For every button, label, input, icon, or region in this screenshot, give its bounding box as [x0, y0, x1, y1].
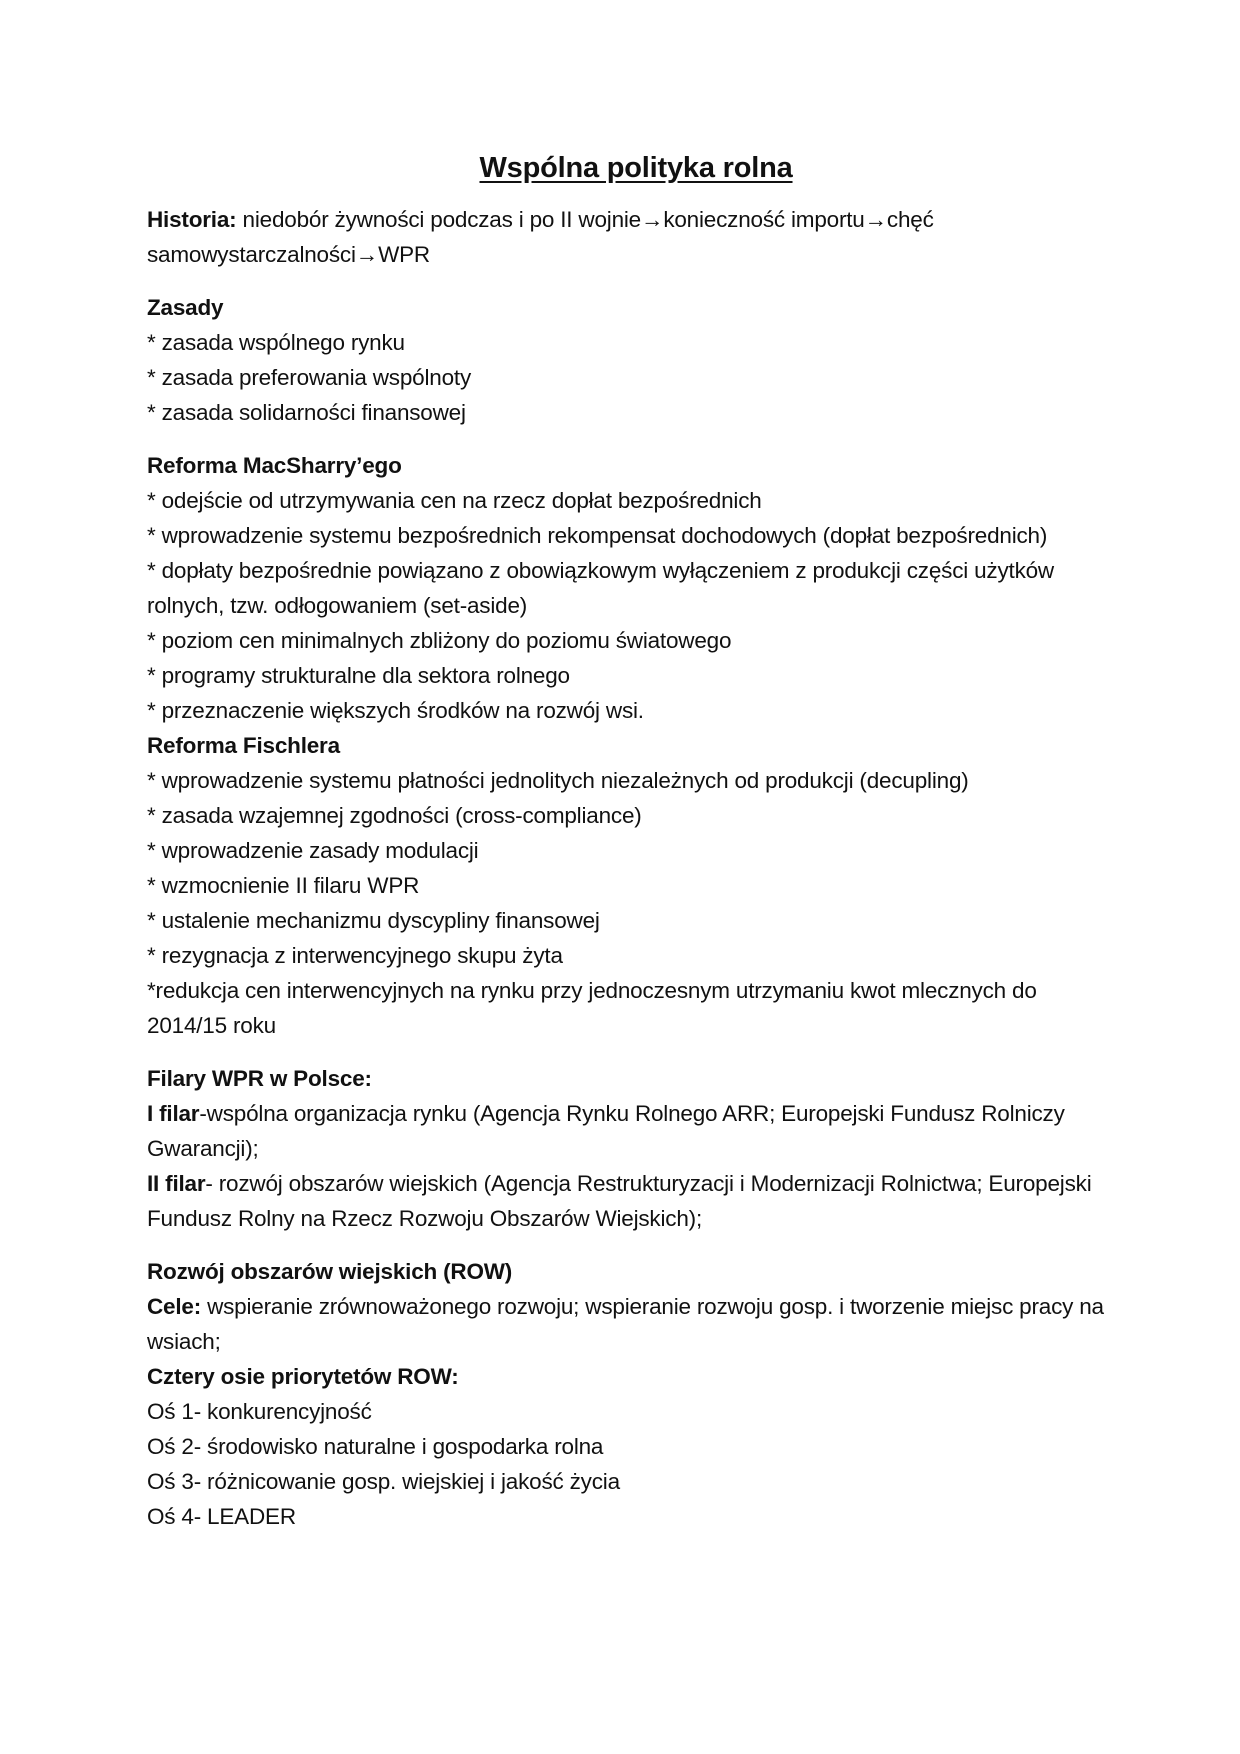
- row-cele: [147, 1289, 1107, 1359]
- filar-ii-text: - rozwój obszarów wiejskich (Agencja Restrukturyzacji i Modernizacji Rolnictwa; Europejski Fundusz Rolny na Rzecz Rozwoju Obszarów Wiejskich);: [147, 1171, 1092, 1231]
- list-item: * zasada wspólnego rynku: [147, 330, 405, 355]
- list-item: * odejście od utrzymywania cen na rzecz dopłat bezpośrednich: [147, 488, 762, 513]
- list-item: * rezygnacja z interwencyjnego skupu żyta: [147, 943, 563, 968]
- list-item: Oś 2- środowisko naturalne i gospodarka rolna: [147, 1434, 604, 1459]
- list-item: Oś 3- różnicowanie gosp. wiejskiej i jakość życia: [147, 1469, 620, 1494]
- list-item: Oś 1- konkurencyjność: [147, 1399, 372, 1424]
- historia-label: Historia:: [147, 207, 237, 232]
- historia-paragraph: [147, 202, 1107, 272]
- arrow-right-icon: →: [641, 207, 664, 232]
- list-item: * wzmocnienie II filaru WPR: [147, 873, 420, 898]
- fischler-section: [147, 728, 1107, 1043]
- list-item: * wprowadzenie systemu płatności jednolitych niezależnych od produkcji (decupling): [147, 768, 969, 793]
- list-item: * poziom cen minimalnych zbliżony do poziomu światowego: [147, 628, 732, 653]
- list-item: * ustalenie mechanizmu dyscypliny finansowej: [147, 908, 600, 933]
- fischler-heading: Reforma Fischlera: [147, 733, 340, 758]
- historia-text-1: niedobór żywności podczas i po II wojnie: [236, 207, 641, 232]
- zasady-heading: Zasady: [147, 295, 224, 320]
- row-section: [147, 1254, 1107, 1534]
- list-item: * zasada wzajemnej zgodności (cross-compliance): [147, 803, 642, 828]
- row-osie-heading: Cztery osie priorytetów ROW:: [147, 1364, 459, 1389]
- zasady-section: [147, 290, 1107, 430]
- arrow-right-icon: →: [864, 207, 887, 232]
- historia-text-2: konieczność importu: [663, 207, 865, 232]
- list-item: Oś 4- LEADER: [147, 1504, 296, 1529]
- row-cele-text: wspieranie zrównoważonego rozwoju; wspieranie rozwoju gosp. i tworzenie miejsc pracy na wsiach;: [147, 1294, 1104, 1354]
- list-item: * programy strukturalne dla sektora rolnego: [147, 663, 570, 688]
- filary-section: [147, 1061, 1107, 1236]
- filar-i: [147, 1096, 1107, 1166]
- list-item: *redukcja cen interwencyjnych na rynku przy jednoczesnym utrzymaniu kwot mlecznych do 2014/15 roku: [147, 978, 1037, 1038]
- list-item: * wprowadzenie systemu bezpośrednich rekompensat dochodowych (dopłat bezpośrednich): [147, 523, 1048, 548]
- historia-text-3: chęć samowystarczalności: [147, 207, 934, 267]
- arrow-right-icon: →: [355, 242, 379, 267]
- historia-text-4: WPR: [378, 242, 430, 267]
- filar-ii: [147, 1166, 1107, 1236]
- row-cele-label: Cele:: [147, 1294, 202, 1319]
- page-title: Wspólna polityka rolna: [479, 152, 793, 184]
- macsharry-heading: Reforma MacSharry’ego: [147, 453, 402, 478]
- filary-heading: Filary WPR w Polsce:: [147, 1066, 372, 1091]
- list-item: * dopłaty bezpośrednie powiązano z obowiązkowym wyłączeniem z produkcji części użytków rolnych, tzw. odłogowaniem (set-aside): [147, 558, 1054, 618]
- filar-i-label: I filar: [147, 1101, 200, 1126]
- filar-ii-label: II filar: [147, 1171, 206, 1196]
- filar-i-text: -wspólna organizacja rynku (Agencja Rynku Rolnego ARR; Europejski Fundusz Rolniczy Gwarancji);: [147, 1101, 1065, 1161]
- document-body: [147, 148, 1107, 1534]
- list-item: * przeznaczenie większych środków na rozwój wsi.: [147, 698, 644, 723]
- list-item: * wprowadzenie zasady modulacji: [147, 838, 479, 863]
- macsharry-section: [147, 448, 1107, 728]
- row-heading: Rozwój obszarów wiejskich (ROW): [147, 1259, 513, 1284]
- list-item: * zasada preferowania wspólnoty: [147, 365, 471, 390]
- list-item: * zasada solidarności finansowej: [147, 400, 466, 425]
